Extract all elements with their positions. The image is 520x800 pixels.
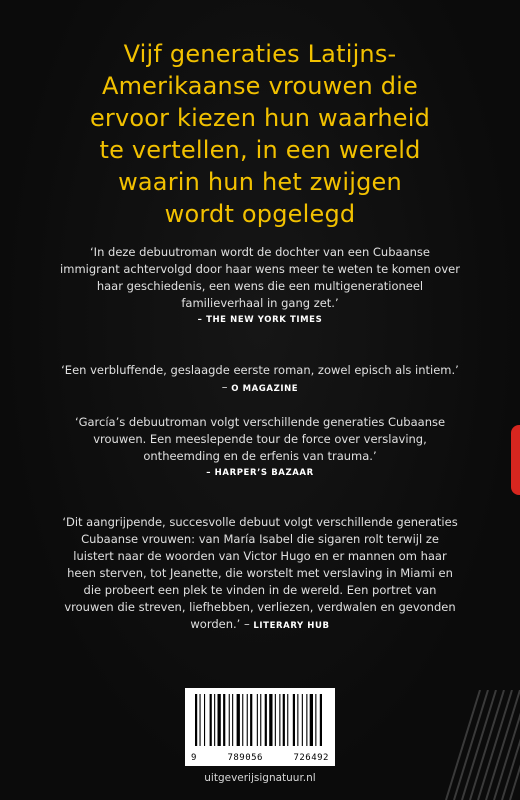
barcode-bars (185, 688, 335, 750)
quote-source: – HARPER’S BAZAAR (206, 468, 314, 478)
barcode-digits (185, 753, 335, 763)
quote-text: ‘Dit aangrijpende, succesvolle debuut volgt verschillende generaties Cubaanse vrouwen: van María Isabel die sigaren rolt terwijl ze luistert naar de woorden van Victor Hugo en er mannen om haar heen sterven, tot Jeanette, die worstelt met verslaving in Miami en die probeert een plek te vinden in de wereld. Een portret van vrouwen die streven, liefhebben, verliezen, verdwalen en gevonden worden.’ – (62, 515, 458, 631)
cover-headline (40, 38, 480, 230)
headline-line: Vijf generaties Latijns- (123, 40, 397, 68)
quote-text: ‘García’s debuutroman volgt verschillende generaties Cubaanse vrouwen. Een meeslepende tour de force over verslaving, ontheemding en de erfenis van trauma.’ (74, 415, 446, 463)
headline-line: waarin hun het zwijgen (118, 168, 402, 196)
barcode-digit-group: 789056 (227, 753, 263, 763)
review-quote-4 (60, 514, 460, 635)
quote-text: ‘Een verbluffende, geslaagde eerste roman, zowel episch als intiem.’ – (61, 363, 459, 394)
quote-source: – THE NEW YORK TIMES (197, 315, 323, 325)
barcode-digit-group: 9 (191, 753, 197, 763)
red-edge-decoration (511, 425, 520, 495)
review-quote-1 (60, 244, 460, 329)
headline-line: te vertellen, in een wereld (99, 136, 421, 164)
headline-line: wordt opgelegd (164, 200, 356, 228)
review-quote-2 (60, 362, 460, 398)
headline-line: Amerikaanse vrouwen die (101, 72, 419, 100)
isbn-barcode (185, 688, 335, 766)
quote-source: LITERARY HUB (253, 621, 330, 631)
review-quote-3 (60, 414, 460, 482)
quote-text: ‘In deze debuutroman wordt de dochter van een Cubaanse immigrant achtervolgd door haar wens meer te weten te komen over haar geschiedenis, een wens die een multigenerationeel familieverhaal in gang zet.’ (60, 245, 460, 310)
headline-line: ervoor kiezen hun waarheid (89, 104, 431, 132)
quote-source: O MAGAZINE (231, 384, 299, 394)
barcode-digit-group: 726492 (293, 753, 329, 763)
publisher-website: uitgeverijsignatuur.nl (204, 772, 316, 784)
